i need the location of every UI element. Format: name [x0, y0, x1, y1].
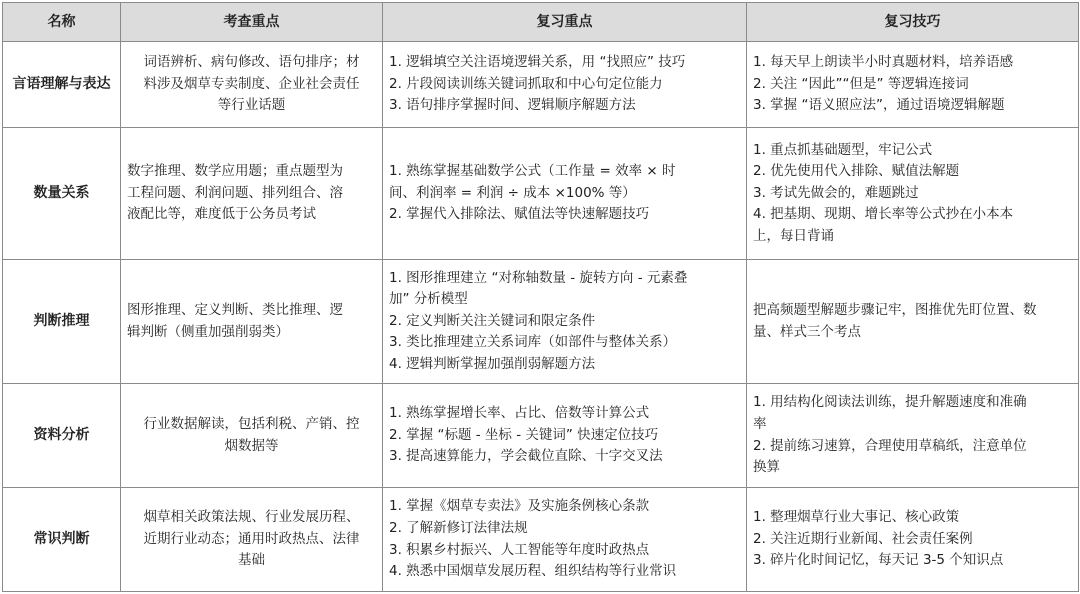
text-line: 3. 掌握 “语义照应法”，通过语境逻辑解题: [753, 97, 1005, 114]
row-review: [383, 128, 747, 260]
row-review: [383, 488, 747, 592]
text-line: 2. 了解新修订法律法规: [389, 519, 528, 536]
text-line: 2. 提前练习速算，合理使用草稿纸，注意单位: [753, 437, 1027, 454]
text-line: 1. 每天早上朗读半小时真题材料，培养语感: [753, 54, 1014, 71]
row-name: 常识判断: [3, 488, 121, 592]
text-line: 率: [753, 415, 767, 432]
row-tips: [747, 488, 1079, 592]
text-line: 3. 提高速算能力，学会截位直除、十字交叉法: [389, 448, 663, 465]
row-focus: [121, 42, 383, 128]
text-line: 4. 熟悉中国烟草发展历程、组织结构等行业常识: [389, 563, 677, 580]
text-line: 2. 关注近期行业新闻、社会责任案例: [753, 530, 973, 547]
text-line: 工程问题、利润问题、排列组合、溶: [127, 184, 343, 201]
row-name: 数量关系: [3, 128, 121, 260]
table-row: [3, 42, 1079, 128]
text-line: 数字推理、数学应用题；重点题型为: [127, 163, 343, 180]
row-focus: [121, 128, 383, 260]
text-line: 图形推理、定义判断、类比推理、逻: [127, 301, 343, 318]
text-line: 2. 定义判断关注关键词和限定条件: [389, 312, 596, 329]
table-row: [3, 260, 1079, 384]
row-name: 资料分析: [3, 384, 121, 488]
text-line: 1. 整理烟草行业大事记、核心政策: [753, 509, 960, 526]
row-review: [383, 42, 747, 128]
text-line: 1. 熟练掌握增长率、占比、倍数等计算公式: [389, 405, 650, 422]
text-line: 词语辨析、病句修改、语句排序；材: [143, 54, 360, 71]
text-line: 1. 逻辑填空关注语境逻辑关系，用 “找照应” 技巧: [389, 54, 686, 71]
header-row: [3, 3, 1079, 42]
text-line: 间、利润率 = 利润 ÷ 成本 ×100% 等）: [389, 184, 636, 201]
row-review: [383, 260, 747, 384]
text-line: 换算: [753, 459, 780, 476]
text-line: 基础: [238, 552, 265, 569]
row-tips: [747, 260, 1079, 384]
table-row: [3, 384, 1079, 488]
header-review: 复习重点: [383, 3, 747, 42]
study-plan-table: [2, 2, 1079, 592]
row-tips: [747, 42, 1079, 128]
text-line: 1. 掌握《烟草专卖法》及实施条例核心条款: [389, 498, 650, 515]
row-focus: [121, 488, 383, 592]
header-tips: 复习技巧: [747, 3, 1079, 42]
text-line: 把高频题型解题步骤记牢，图推优先盯位置、数: [753, 301, 1037, 318]
text-line: 上，每日背诵: [753, 227, 834, 244]
row-tips: [747, 128, 1079, 260]
text-line: 1. 重点抓基础题型，牢记公式: [753, 141, 933, 158]
text-line: 行业数据解读，包括利税、产销、控: [143, 415, 360, 432]
header-focus: 考查重点: [121, 3, 383, 42]
table-row: [3, 488, 1079, 592]
text-line: 等行业话题: [217, 97, 286, 114]
text-line: 4. 把基期、现期、增长率等公式抄在小本本: [753, 206, 1014, 223]
text-line: 3. 碎片化时间记忆，每天记 3-5 个知识点: [753, 552, 1004, 569]
table-header: [3, 3, 1079, 42]
text-line: 1. 用结构化阅读法训练，提升解题速度和准确: [753, 394, 1027, 411]
text-line: 3. 语句排序掌握时间、逻辑顺序解题方法: [389, 97, 636, 114]
text-line: 料涉及烟草专卖制度、企业社会责任: [143, 75, 360, 92]
text-line: 烟草相关政策法规、行业发展历程、: [143, 509, 360, 526]
text-line: 加” 分析模型: [389, 291, 468, 308]
text-line: 2. 掌握 “标题 - 坐标 - 关键词” 快速定位技巧: [389, 426, 659, 443]
table-row: [3, 128, 1079, 260]
header-name: 名称: [3, 3, 121, 42]
text-line: 液配比等，难度低于公务员考试: [127, 206, 316, 223]
text-line: 3. 考试先做会的，难题跳过: [753, 184, 919, 201]
text-line: 1. 图形推理建立 “对称轴数量 - 旋转方向 - 元素叠: [389, 269, 688, 286]
row-review: [383, 384, 747, 488]
text-line: 1. 熟练掌握基础数学公式（工作量 = 效率 × 时: [389, 163, 676, 180]
row-focus: [121, 384, 383, 488]
row-name: 判断推理: [3, 260, 121, 384]
text-line: 3. 类比推理建立关系词库（如部件与整体关系）: [389, 334, 677, 351]
text-line: 3. 积累乡村振兴、人工智能等年度时政热点: [389, 541, 650, 558]
row-focus: [121, 260, 383, 384]
text-line: 2. 关注 “因此”“但是” 等逻辑连接词: [753, 75, 969, 92]
row-name: 言语理解与表达: [3, 42, 121, 128]
text-line: 量、样式三个考点: [753, 323, 861, 340]
text-line: 2. 优先使用代入排除、赋值法解题: [753, 163, 960, 180]
text-line: 4. 逻辑判断掌握加强削弱解题方法: [389, 355, 596, 372]
text-line: 近期行业动态；通用时政热点、法律: [143, 530, 360, 547]
table-body: [3, 42, 1079, 592]
text-line: 2. 片段阅读训练关键词抓取和中心句定位能力: [389, 75, 663, 92]
text-line: 辑判断（侧重加强削弱类）: [127, 323, 289, 340]
text-line: 2. 掌握代入排除法、赋值法等快速解题技巧: [389, 206, 650, 223]
row-tips: [747, 384, 1079, 488]
text-line: 烟数据等: [224, 437, 279, 454]
